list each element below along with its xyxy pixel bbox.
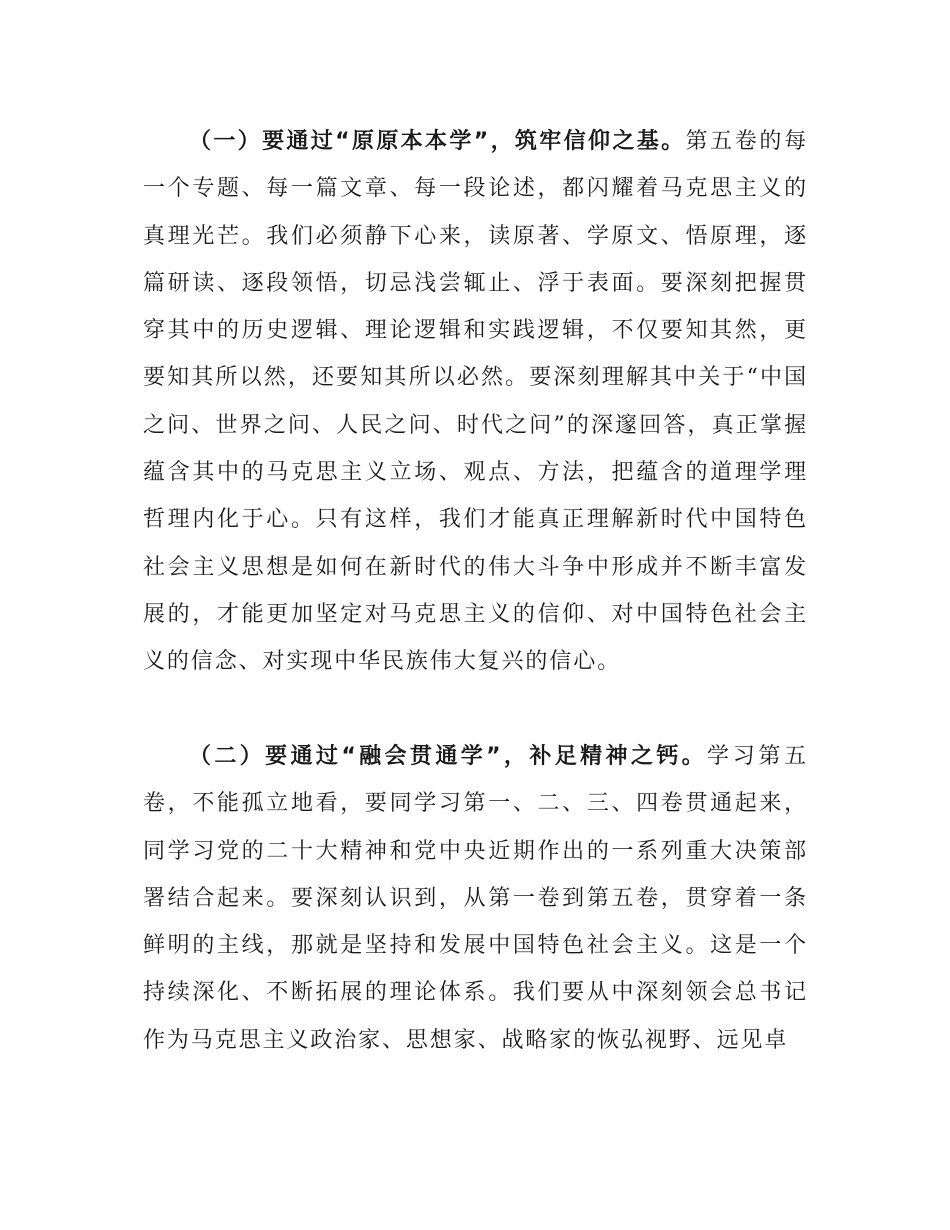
paragraph-1-heading: （一）要通过“原原本本学”，筑牢信仰之基。: [189, 129, 686, 154]
paragraph-2-heading: （二）要通过“融会贯通学”，补足精神之钙。: [189, 744, 708, 769]
paragraph-2: [143, 733, 808, 1064]
paragraph-1-body: 第五卷的每一个专题、每一篇文章、每一段论述，都闪耀着马克思主义的真理光芒。我们必须静下心来，读原著、学原文、悟原理，逐篇研读、逐段领悟，切忌浅尝辄止、浮于表面。要深刻把握贯穿其中的历史逻辑、理论逻辑和实践逻辑，不仅要知其然，更要知其所以然，还要知其所以必然。要深刻理解其中关于“中国之问、世界之问、人民之问、时代之问”的深邃回答，真正掌握蕴含其中的马克思主义立场、观点、方法，把蕴含的道理学理哲理内化于心。只有这样，我们才能真正理解新时代中国特色社会主义思想是如何在新时代的伟大斗争中形成并不断丰富发展的，才能更加坚定对马克思主义的信仰、对中国特色社会主义的信念、对实现中华民族伟大复兴的信心。: [143, 129, 808, 675]
paragraph-2-body: 学习第五卷，不能孤立地看，要同学习第一、二、三、四卷贯通起来，同学习党的二十大精神和党中央近期作出的一系列重大决策部署结合起来。要深刻认识到，从第一卷到第五卷，贯穿着一条鲜明的主线，那就是坚持和发展中国特色社会主义。这是一个持续深化、不断拓展的理论体系。我们要从中深刻领会总书记作为马克思主义政治家、思想家、战略家的恢弘视野、远见卓: [143, 744, 808, 1053]
paragraph-1: [143, 118, 808, 686]
